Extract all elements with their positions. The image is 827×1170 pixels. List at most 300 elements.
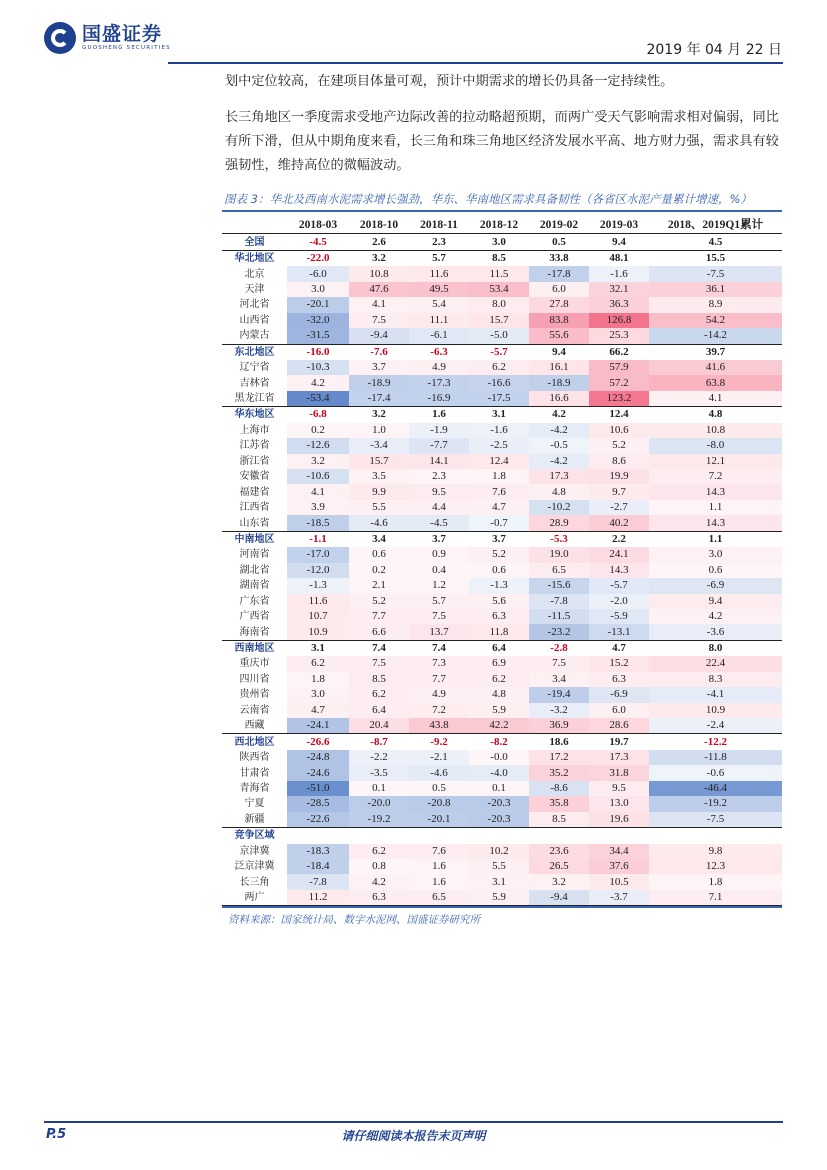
- row-label: 山西省: [239, 314, 270, 326]
- value-cell: 12.4: [589, 407, 649, 423]
- column-header: 2018-03: [287, 218, 349, 234]
- value-cell: 4.2: [287, 375, 349, 390]
- value-cell: -19.4: [529, 687, 589, 702]
- value-cell: 8.0: [469, 297, 529, 312]
- province-row: [222, 890, 782, 906]
- value-cell: -32.0: [287, 313, 349, 328]
- value-cell: -22.0: [287, 250, 349, 266]
- value-cell: -20.8: [409, 796, 469, 811]
- value-cell: -8.0: [649, 438, 782, 453]
- value-cell: 43.8: [409, 718, 469, 734]
- value-cell: 39.7: [649, 344, 782, 360]
- value-cell: [649, 828, 782, 844]
- value-cell: 7.2: [649, 469, 782, 484]
- value-cell: -4.2: [529, 454, 589, 469]
- value-cell: 23.6: [529, 844, 589, 859]
- value-cell: 35.8: [529, 796, 589, 811]
- value-cell: 6.6: [349, 624, 409, 640]
- value-cell: 7.6: [469, 484, 529, 499]
- value-cell: 0.6: [469, 563, 529, 578]
- value-cell: -18.9: [529, 375, 589, 390]
- value-cell: 5.7: [409, 250, 469, 266]
- row-label: 竞争区域: [222, 828, 287, 844]
- column-header: 2018-10: [349, 218, 409, 234]
- row-label: 新疆: [244, 813, 265, 825]
- row-label: 吉林省: [239, 377, 270, 389]
- value-cell: 1.8: [469, 469, 529, 484]
- value-cell: 41.6: [649, 360, 782, 375]
- column-header: 2019-02: [529, 218, 589, 234]
- row-label: 内蒙古: [239, 330, 270, 342]
- value-cell: -0.7: [469, 515, 529, 531]
- value-cell: 11.6: [287, 594, 349, 609]
- value-cell: 16.1: [529, 360, 589, 375]
- row-label: 陕西省: [239, 752, 270, 764]
- value-cell: 6.5: [529, 563, 589, 578]
- value-cell: 0.5: [409, 781, 469, 796]
- logo-name-en: GUOSHENG SECURITIES: [82, 45, 171, 51]
- value-cell: 12.4: [469, 454, 529, 469]
- logo-name-cn: 国盛证券: [82, 23, 163, 45]
- value-cell: -1.3: [469, 578, 529, 593]
- value-cell: 6.2: [287, 656, 349, 671]
- value-cell: 9.7: [589, 484, 649, 499]
- row-label: 青海省: [239, 782, 270, 794]
- value-cell: -2.0: [589, 594, 649, 609]
- value-cell: 7.5: [409, 609, 469, 624]
- value-cell: 8.6: [589, 454, 649, 469]
- row-label: 黑龙江省: [234, 393, 275, 405]
- row-label: 东北地区: [222, 344, 287, 360]
- value-cell: -17.0: [287, 547, 349, 562]
- value-cell: 7.7: [349, 609, 409, 624]
- row-label: 河北省: [239, 299, 270, 311]
- value-cell: 3.2: [349, 250, 409, 266]
- value-cell: 28.6: [589, 718, 649, 734]
- value-cell: -6.3: [409, 344, 469, 360]
- value-cell: -24.6: [287, 765, 349, 780]
- value-cell: 4.9: [409, 360, 469, 375]
- value-cell: 14.3: [649, 515, 782, 531]
- value-cell: -17.3: [409, 375, 469, 390]
- value-cell: 3.1: [469, 407, 529, 423]
- province-row: [222, 859, 782, 874]
- value-cell: 6.2: [469, 360, 529, 375]
- region-row: [222, 828, 782, 844]
- value-cell: 4.8: [649, 407, 782, 423]
- value-cell: 4.1: [287, 484, 349, 499]
- province-row: [222, 812, 782, 828]
- column-header: [222, 218, 287, 234]
- row-label: 重庆市: [239, 658, 270, 670]
- value-cell: 6.9: [469, 656, 529, 671]
- value-cell: 42.2: [469, 718, 529, 734]
- value-cell: 12.1: [649, 454, 782, 469]
- value-cell: 40.2: [589, 515, 649, 531]
- value-cell: -9.4: [529, 890, 589, 906]
- table-header-row: [222, 218, 782, 234]
- page-number: P.5: [46, 1127, 67, 1142]
- value-cell: 9.9: [349, 484, 409, 499]
- company-logo: [44, 22, 171, 54]
- row-label: 长三角: [239, 876, 270, 888]
- value-cell: -22.6: [287, 812, 349, 828]
- value-cell: 3.1: [469, 874, 529, 889]
- value-cell: 63.8: [649, 375, 782, 390]
- row-label: 两广: [222, 890, 287, 906]
- value-cell: -5.0: [469, 328, 529, 344]
- value-cell: -0.5: [529, 438, 589, 453]
- value-cell: 1.8: [649, 874, 782, 889]
- value-cell: -15.6: [529, 578, 589, 593]
- value-cell: 15.7: [349, 454, 409, 469]
- value-cell: 26.5: [529, 859, 589, 874]
- value-cell: 33.8: [529, 250, 589, 266]
- value-cell: 10.9: [287, 624, 349, 640]
- value-cell: 57.2: [589, 375, 649, 390]
- value-cell: -20.3: [469, 796, 529, 811]
- value-cell: -2.2: [349, 750, 409, 765]
- province-row: [222, 624, 782, 640]
- value-cell: 7.5: [529, 656, 589, 671]
- value-cell: 4.2: [649, 609, 782, 624]
- value-cell: 13.0: [589, 796, 649, 811]
- value-cell: 0.9: [409, 547, 469, 562]
- value-cell: 4.7: [469, 500, 529, 515]
- value-cell: 0.8: [349, 859, 409, 874]
- value-cell: -53.4: [287, 391, 349, 407]
- row-label: 安徽省: [239, 471, 270, 483]
- value-cell: 35.2: [529, 765, 589, 780]
- value-cell: 83.8: [529, 313, 589, 328]
- value-cell: -14.2: [649, 328, 782, 344]
- paragraph-1: 划中定位较高，在建项目体量可观，预计中期需求的增长仍具备一定持续性。: [225, 74, 674, 89]
- province-row: [222, 375, 782, 390]
- value-cell: 2.3: [409, 469, 469, 484]
- value-cell: -5.7: [469, 344, 529, 360]
- report-date: 2019 年 04 月 22 日: [646, 42, 782, 58]
- province-row: [222, 672, 782, 687]
- value-cell: 36.1: [649, 282, 782, 297]
- value-cell: -31.5: [287, 328, 349, 344]
- value-cell: 3.0: [287, 687, 349, 702]
- value-cell: 8.9: [649, 297, 782, 312]
- value-cell: -0.6: [649, 765, 782, 780]
- value-cell: 36.3: [589, 297, 649, 312]
- value-cell: 8.5: [349, 672, 409, 687]
- province-row: [222, 328, 782, 344]
- region-row: [222, 640, 782, 656]
- value-cell: -11.8: [649, 750, 782, 765]
- value-cell: -17.4: [349, 391, 409, 407]
- value-cell: 5.5: [469, 859, 529, 874]
- disclaimer-note: 请仔细阅读本报告末页声明: [341, 1129, 486, 1143]
- value-cell: -3.6: [649, 624, 782, 640]
- value-cell: 126.8: [589, 313, 649, 328]
- value-cell: -23.2: [529, 624, 589, 640]
- value-cell: 7.5: [349, 656, 409, 671]
- value-cell: -4.0: [469, 765, 529, 780]
- value-cell: 10.8: [349, 266, 409, 281]
- value-cell: [287, 828, 349, 844]
- value-cell: -4.5: [287, 234, 349, 250]
- paragraph-2: 长三角地区一季度需求受地产边际改善的拉动略超预期，而两广受天气影响需求相对偏弱，同比有所下滑，但从中期角度来看，长三角和珠三角地区经济发展水平高、地方财力强，需求具有较强韧性，维持高位的微幅波动。: [225, 110, 779, 173]
- region-row: [222, 250, 782, 266]
- row-label: 贵州省: [239, 689, 270, 701]
- value-cell: -20.1: [287, 297, 349, 312]
- value-cell: 9.4: [589, 234, 649, 250]
- logo-icon: [44, 22, 76, 54]
- value-cell: -6.1: [409, 328, 469, 344]
- value-cell: -8.2: [469, 734, 529, 750]
- value-cell: -4.1: [649, 687, 782, 702]
- value-cell: -18.4: [287, 859, 349, 874]
- value-cell: 7.2: [409, 703, 469, 718]
- value-cell: [589, 828, 649, 844]
- column-header: 2018-11: [409, 218, 469, 234]
- value-cell: -4.5: [409, 515, 469, 531]
- value-cell: -2.8: [529, 640, 589, 656]
- value-cell: 0.4: [409, 563, 469, 578]
- value-cell: 27.8: [529, 297, 589, 312]
- value-cell: -10.6: [287, 469, 349, 484]
- value-cell: 6.3: [469, 609, 529, 624]
- value-cell: -7.5: [649, 812, 782, 828]
- value-cell: 1.2: [409, 578, 469, 593]
- value-cell: 10.8: [649, 423, 782, 438]
- value-cell: 7.5: [349, 313, 409, 328]
- value-cell: 5.2: [469, 547, 529, 562]
- value-cell: 1.1: [649, 500, 782, 515]
- value-cell: -26.6: [287, 734, 349, 750]
- row-label: 甘肃省: [239, 767, 270, 779]
- value-cell: 2.6: [349, 234, 409, 250]
- value-cell: 3.7: [349, 360, 409, 375]
- value-cell: 19.6: [589, 812, 649, 828]
- value-cell: 10.7: [287, 609, 349, 624]
- value-cell: -4.2: [529, 423, 589, 438]
- value-cell: -20.1: [409, 812, 469, 828]
- row-label: 江西省: [239, 502, 270, 514]
- region-row: [222, 344, 782, 360]
- value-cell: -20.3: [469, 812, 529, 828]
- row-label: 京津冀: [239, 845, 270, 857]
- value-cell: 11.5: [469, 266, 529, 281]
- value-cell: 4.1: [349, 297, 409, 312]
- value-cell: 6.5: [409, 890, 469, 906]
- value-cell: -10.2: [529, 500, 589, 515]
- value-cell: 14.1: [409, 454, 469, 469]
- value-cell: -1.9: [409, 423, 469, 438]
- row-label: 福建省: [239, 486, 270, 498]
- value-cell: -17.8: [529, 266, 589, 281]
- province-row: [222, 282, 782, 297]
- province-row: [222, 438, 782, 453]
- value-cell: 15.5: [649, 250, 782, 266]
- row-label: 全国: [222, 234, 287, 250]
- value-cell: 0.2: [349, 563, 409, 578]
- value-cell: -6.8: [287, 407, 349, 423]
- value-cell: 3.7: [409, 531, 469, 547]
- value-cell: 7.1: [649, 890, 782, 906]
- value-cell: 4.2: [349, 874, 409, 889]
- value-cell: 5.2: [589, 438, 649, 453]
- row-label: 江苏省: [239, 440, 270, 452]
- value-cell: 4.7: [287, 703, 349, 718]
- value-cell: -16.6: [469, 375, 529, 390]
- value-cell: 2.1: [349, 578, 409, 593]
- value-cell: 4.8: [529, 484, 589, 499]
- province-row: [222, 703, 782, 718]
- value-cell: 32.1: [589, 282, 649, 297]
- row-label: 天津: [244, 283, 265, 295]
- value-cell: -12.6: [287, 438, 349, 453]
- value-cell: 1.0: [349, 423, 409, 438]
- row-label: 河南省: [239, 549, 270, 561]
- value-cell: -19.2: [349, 812, 409, 828]
- row-label: 湖北省: [239, 564, 270, 576]
- value-cell: 3.0: [649, 547, 782, 562]
- value-cell: 10.5: [589, 874, 649, 889]
- value-cell: 47.6: [349, 282, 409, 297]
- footer-divider: [44, 1121, 783, 1123]
- province-row: [222, 609, 782, 624]
- value-cell: 6.4: [349, 703, 409, 718]
- value-cell: 7.7: [409, 672, 469, 687]
- value-cell: -3.2: [529, 703, 589, 718]
- value-cell: 3.2: [529, 874, 589, 889]
- row-label: 山东省: [239, 517, 270, 529]
- value-cell: 34.4: [589, 844, 649, 859]
- row-label: 云南省: [239, 704, 270, 716]
- province-row: [222, 594, 782, 609]
- value-cell: -2.4: [649, 718, 782, 734]
- value-cell: 9.4: [529, 344, 589, 360]
- value-cell: -12.2: [649, 734, 782, 750]
- value-cell: -13.1: [589, 624, 649, 640]
- province-row: [222, 469, 782, 484]
- value-cell: -5.9: [589, 609, 649, 624]
- province-row: [222, 578, 782, 593]
- value-cell: -16.0: [287, 344, 349, 360]
- province-row: [222, 750, 782, 765]
- value-cell: 123.2: [589, 391, 649, 407]
- value-cell: 8.0: [649, 640, 782, 656]
- value-cell: -24.8: [287, 750, 349, 765]
- value-cell: 5.7: [409, 594, 469, 609]
- value-cell: 8.5: [469, 250, 529, 266]
- value-cell: -16.9: [409, 391, 469, 407]
- value-cell: 9.5: [589, 781, 649, 796]
- value-cell: -51.0: [287, 781, 349, 796]
- row-label: 四川省: [239, 673, 270, 685]
- value-cell: 5.9: [469, 703, 529, 718]
- value-cell: 1.6: [409, 859, 469, 874]
- value-cell: -8.6: [529, 781, 589, 796]
- value-cell: 3.7: [469, 531, 529, 547]
- figure-title-divider: [222, 210, 782, 212]
- value-cell: -7.8: [529, 594, 589, 609]
- province-row: [222, 500, 782, 515]
- value-cell: 6.4: [469, 640, 529, 656]
- region-row: [222, 234, 782, 250]
- value-cell: 4.8: [469, 687, 529, 702]
- value-cell: -11.5: [529, 609, 589, 624]
- province-row: [222, 718, 782, 734]
- row-label: 辽宁省: [239, 362, 270, 374]
- value-cell: 7.3: [409, 656, 469, 671]
- value-cell: 9.8: [649, 844, 782, 859]
- value-cell: 57.9: [589, 360, 649, 375]
- row-label: 泛京津冀: [234, 861, 275, 873]
- value-cell: 5.5: [349, 500, 409, 515]
- value-cell: 18.6: [529, 734, 589, 750]
- value-cell: -1.6: [469, 423, 529, 438]
- province-row: [222, 360, 782, 375]
- value-cell: 2.3: [409, 234, 469, 250]
- value-cell: 19.7: [589, 734, 649, 750]
- value-cell: 31.8: [589, 765, 649, 780]
- value-cell: 11.2: [287, 890, 349, 906]
- value-cell: 3.0: [287, 282, 349, 297]
- value-cell: 1.8: [287, 672, 349, 687]
- value-cell: -18.3: [287, 844, 349, 859]
- value-cell: 66.2: [589, 344, 649, 360]
- province-row: [222, 656, 782, 671]
- row-label: 海南省: [239, 626, 270, 638]
- region-row: [222, 734, 782, 750]
- value-cell: 2.2: [589, 531, 649, 547]
- province-row: [222, 297, 782, 312]
- source-note: 资料来源：国家统计局、数字水泥网、国盛证券研究所: [228, 914, 480, 926]
- value-cell: 6.2: [469, 672, 529, 687]
- value-cell: -6.9: [589, 687, 649, 702]
- value-cell: 6.3: [349, 890, 409, 906]
- value-cell: -6.0: [287, 266, 349, 281]
- value-cell: 48.1: [589, 250, 649, 266]
- province-row: [222, 454, 782, 469]
- value-cell: -3.4: [349, 438, 409, 453]
- province-row: [222, 765, 782, 780]
- value-cell: 55.6: [529, 328, 589, 344]
- province-row: [222, 313, 782, 328]
- value-cell: 0.1: [349, 781, 409, 796]
- value-cell: 4.5: [649, 234, 782, 250]
- value-cell: 9.4: [649, 594, 782, 609]
- row-label: 广西省: [239, 611, 270, 623]
- value-cell: 14.3: [649, 484, 782, 499]
- row-label: 华东地区: [222, 407, 287, 423]
- value-cell: 8.5: [529, 812, 589, 828]
- value-cell: 7.4: [409, 640, 469, 656]
- value-cell: 11.6: [409, 266, 469, 281]
- value-cell: 4.1: [649, 391, 782, 407]
- value-cell: -5.3: [529, 531, 589, 547]
- value-cell: 4.2: [529, 407, 589, 423]
- value-cell: -5.7: [589, 578, 649, 593]
- value-cell: -18.5: [287, 515, 349, 531]
- row-label: 西藏: [244, 720, 265, 732]
- value-cell: 11.8: [469, 624, 529, 640]
- row-label: 西北地区: [222, 734, 287, 750]
- value-cell: 25.3: [589, 328, 649, 344]
- value-cell: 1.1: [649, 531, 782, 547]
- value-cell: 6.3: [589, 672, 649, 687]
- value-cell: -4.6: [349, 515, 409, 531]
- value-cell: -9.2: [409, 734, 469, 750]
- value-cell: 0.2: [287, 423, 349, 438]
- province-row: [222, 423, 782, 438]
